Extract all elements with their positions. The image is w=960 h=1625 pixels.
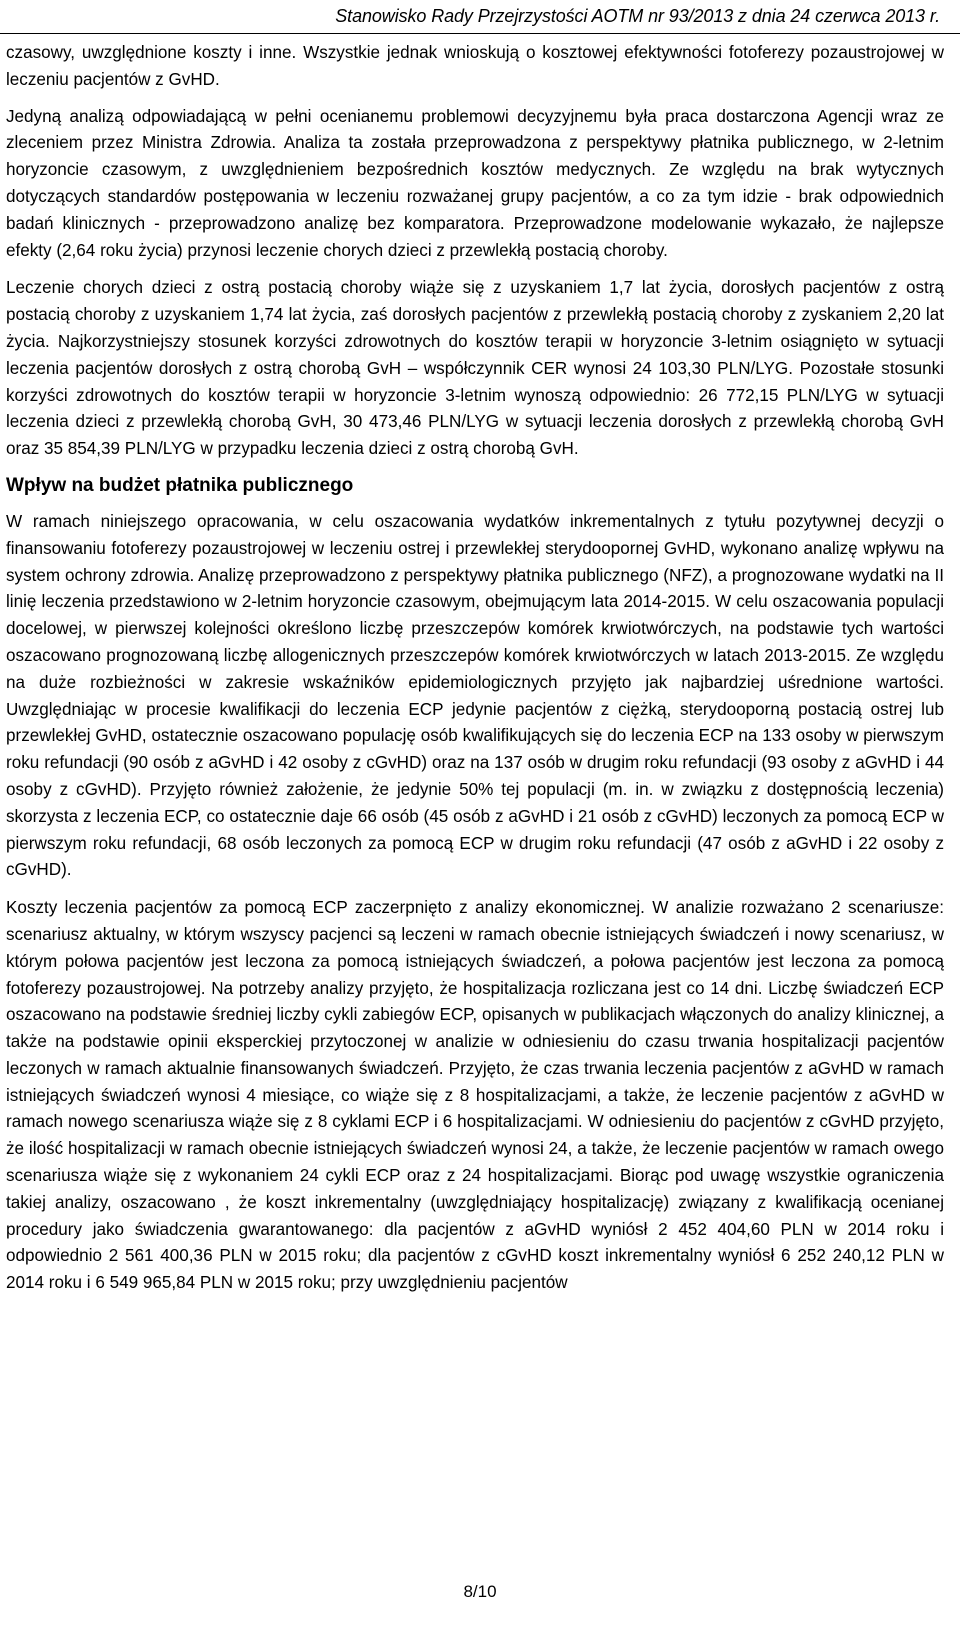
paragraph-3: Leczenie chorych dzieci z ostrą postacią choroby wiąże się z uzyskaniem 1,7 lat życia, dorosłych pacjentów z ostrą postacią choroby z uzyskaniem 1,74 lat życia, zaś dorosłych pacjentów z przewlekłą postacią choroby z zyskaniem 2,20 lat życia. Najkorzystniejszy stosunek korzyści zdrowotnych do kosztów terapii w horyzoncie 3-letnim osiągnięto w sytuacji leczenia pacjentów dorosłych z ostrą chorobą GvH – współczynnik CER wynosi 24 103,30 PLN/LYG. Pozostałe stosunki korzyści zdrowotnych do kosztów terapii w horyzoncie 3-letnim wynoszą odpowiednio: 26 772,15 PLN/LYG w sytuacji leczenia dzieci z przewlekłą chorobą GvH, 30 473,46 PLN/LYG w sytuacji leczenia dorosłych z przewlekłą chorobą GvH oraz 35 854,39 PLN/LYG w przypadku leczenia dzieci z ostrą chorobą GvH.: [6, 278, 944, 459]
running-header: Stanowisko Rady Przejrzystości AOTM nr 93/2013 z dnia 24 czerwca 2013 r.: [335, 6, 940, 26]
paragraph-spacer: [6, 264, 944, 275]
paragraph-spacer: [6, 884, 944, 895]
paragraph-4: W ramach niniejszego opracowania, w celu oszacowania wydatków inkrementalnych z tytułu pozytywnej decyzji o finansowaniu fotoferezy pozaustrojowej w leczeniu ostrej i przewlekłej sterydoopornej GvHD, wykonano analizę wpływu na system ochrony zdrowia. Analizę przeprowadzono z perspektywy płatnika publicznego (NFZ), a prognozowane wydatki na II linię leczenia przedstawiono w 2-letnim horyzoncie czasowym, obejmującym lata 2014-2015. W celu oszacowania populacji docelowej, w pierwszej kolejności określono liczbę przeszczepów komórek krwiotwórczych, na podstawie tych wartości oszacowano prognozowaną liczbę allogenicznych przeszczepów komórek krwiotwórczych w latach 2013-2015. Ze względu na duże rozbieżności w zakresie wskaźników epidemiologicznych przyjęto jak najbardziej uśrednione wartości. Uwzględniając w procesie kwalifikacji do leczenia ECP jedynie pacjentów z ciężką, sterydooporną postacią ostrej lub przewlekłej GvHD, ostatecznie oszacowano populację osób kwalifikujących się do leczenia ECP na 133 osoby w pierwszym roku refundacji (90 osób z aGvHD i 42 osoby z cGvHD) oraz na 137 osób w drugim roku refundacji (93 osoby z aGvHD i 44 osoby z cGvHD). Przyjęto również założenie, że jedynie 50% tej populacji (m. in. w związku z dostępnością leczenia) skorzysta z leczenia ECP, co ostatecznie daje 66 osób (45 osób z aGvHD i 21 osób z cGvHD) leczonych za pomocą ECP w pierwszym roku refundacji, 68 osób leczonych za pomocą ECP w drugim roku refundacji (47 osób z aGvHD i 22 osoby z cGvHD).: [6, 511, 944, 880]
paragraph-5: Koszty leczenia pacjentów za pomocą ECP zaczerpnięto z analizy ekonomicznej. W analizie rozważano 2 scenariusze: scenariusz aktualny, w którym wszyscy pacjenci są leczeni w ramach obecnie istniejących świadczeń i nowy scenariusz, w którym połowa pacjentów jest leczona za pomocą istniejących świadczeń, a połowa pacjentów jest leczona za pomocą fotoferezy pozaustrojowej. Na potrzeby analizy przyjęto, że hospitalizacja rozliczana jest co 14 dni. Liczbę świadczeń ECP oszacowano na podstawie średniej liczby cykli zabiegów ECP, opisanych w publikacjach włączonych do analizy klinicznej, a także na podstawie opinii eksperckiej przytoczonej w analizie w odniesieniu do czasu trwania hospitalizacji pacjentów leczonych w ramach aktualnie finansowanych świadczeń. Przyjęto, że czas trwania leczenia pacjentów z aGvHD w ramach istniejących świadczeń wynosi 4 miesiące, co wiąże się z 8 hospitalizacjami, a także, że leczenie pacjentów z aGvHD w ramach nowego scenariusza wiąże się z 8 cyklami ECP i 6 hospitalizacjami. W odniesieniu do pacjentów z cGvHD przyjęto, że ilość hospitalizacji w ramach obecnie istniejących świadczeń wynosi 24, a także, że leczenie pacjentów w ramach owego scenariusza wiąże się z wykonaniem 24 cykli ECP oraz z 24 hospitalizacjami. Biorąc pod uwagę wszystkie ograniczenia takiej analizy, oszacowano , że koszt inkrementalny (uwzględniający hospitalizację) związany z kwalifikacją ocenianej procedury jako świadczenia gwarantowanego: dla pacjentów z aGvHD wyniósł 2 452 404,60 PLN w 2014 roku i odpowiednio 2 561 400,36 PLN w 2015 roku; dla pacjentów z cGvHD koszt inkrementalny wyniósł 6 252 240,12 PLN w 2014 roku i 6 549 965,84 PLN w 2015 roku; przy uwzględnieniu pacjentów: [6, 898, 944, 1293]
document-body: [6, 40, 944, 1297]
paragraph-1: czasowy, uwzględnione koszty i inne. Wszystkie jednak wnioskują o kosztowej efektywności fotoferezy pozaustrojowej w leczeniu pacjentów z GvHD.: [6, 43, 944, 89]
page-number: 8/10: [463, 1582, 497, 1601]
paragraph-spacer: [6, 94, 944, 104]
header-divider: [0, 33, 960, 34]
section-heading: Wpływ na budżet płatnika publicznego: [6, 474, 354, 496]
paragraph-2: Jedyną analizą odpowiadającą w pełni ocenianemu problemowi decyzyjnemu była praca dostarczona Agencji wraz ze zleceniem przez Ministra Zdrowia. Analiza ta została przeprowadzona z perspektywy płatnika publicznego, w 2-letnim horyzoncie czasowym, z uwzględnieniem bezpośrednich kosztów medycznych. Ze względu na brak wytycznych dotyczących standardów postępowania w leczeniu rozważanej grupy pacjentów, a co za tym idzie - brak odpowiednich badań klinicznych - przeprowadzono analizę bez komparatora. Przeprowadzone modelowanie wykazało, że najlepsze efekty (2,64 roku życia) przynosi leczenie chorych dzieci z przewlekłą postacią choroby.: [6, 106, 944, 260]
